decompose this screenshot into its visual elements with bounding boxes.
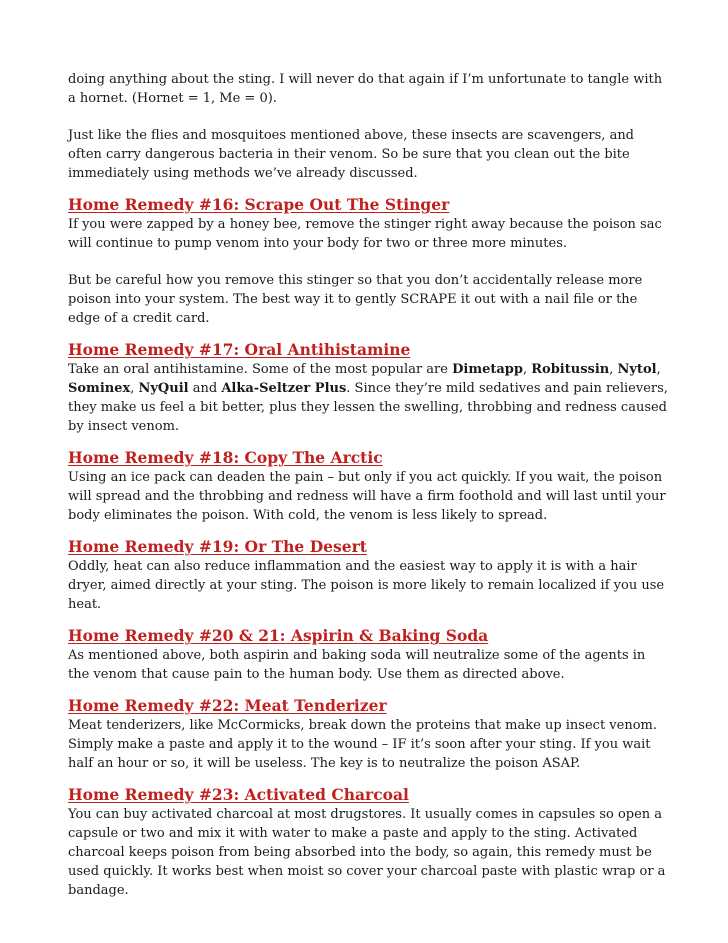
remedy-23-heading: Home Remedy #23: Activated Charcoal [68,785,409,804]
remedy-16-heading: Home Remedy #16: Scrape Out The Stinger [68,195,450,214]
remedy-17-paragraph [68,360,668,436]
remedy-20-21-paragraph: As mentioned above, both aspirin and baking soda will neutralize some of the agents in the venom that cause pain to the human body. Use them as directed above. [68,648,646,682]
remedy-23-section [68,785,668,900]
product-nyquil: NyQuil [138,381,189,396]
product-alka-seltzer-plus: Alka-Seltzer Plus [221,381,347,396]
remedy-18-paragraph: Using an ice pack can deaden the pain – but only if you act quickly. If you wait, the poison will spread and the throbbing and redness will have a firm foothold and will last until your body eliminates the poison. With cold, the venom is less likely to spread. [68,470,666,523]
remedy-18-section [68,448,668,525]
product-sominex: Sominex [68,381,131,396]
separator: , [130,381,139,396]
intro-paragraph-2: Just like the flies and mosquitoes mentioned above, these insects are scavengers, and often carry dangerous bacteria in their venom. So be sure that you clean out the bite immediately using methods we’ve already discussed. [68,128,635,181]
remedy-20-21-heading: Home Remedy #20 & 21: Aspirin & Baking Soda [68,626,489,645]
remedy-19-heading: Home Remedy #19: Or The Desert [68,537,367,556]
separator: , [656,362,661,377]
remedy-22-section [68,696,668,773]
remedy-23-paragraph: You can buy activated charcoal at most drugstores. It usually comes in capsules so open a capsule or two and mix it with water to make a paste and apply to the sting. Activated charcoal keeps poison from being absorbed into the body, so again, this remedy must be used quickly. It works best when moist so cover your charcoal paste with plastic wrap or a bandage. [68,807,666,898]
remedy-17-heading: Home Remedy #17: Oral Antihistamine [68,340,411,359]
product-dimetapp: Dimetapp [452,362,523,377]
remedy-22-heading: Home Remedy #22: Meat Tenderizer [68,696,387,715]
remedy-20-21-section [68,626,668,684]
intro-paragraph-1: doing anything about the sting. I will never do that again if I’m unfortunate to tangle with a hornet. (Hornet = 1, Me = 0). [68,72,663,106]
remedy-16-paragraph-2: But be careful how you remove this stinger so that you don’t accidentally release more poison into your system. The best way it to gently SCRAPE it out with a nail file or the edge of a credit card. [68,273,643,326]
product-robitussin: Robitussin [531,362,610,377]
separator: and [188,381,222,396]
remedy-19-paragraph: Oddly, heat can also reduce inflammation and the easiest way to apply it is with a hair dryer, aimed directly at your sting. The poison is more likely to remain localized if you use heat. [68,559,665,612]
remedy-17-text-end: . Since they’re mild sedatives and pain relievers, they make us feel a bit better, plus they lessen the swelling, throbbing and redness caused by insect venom. [68,381,668,434]
remedy-18-heading: Home Remedy #18: Copy The Arctic [68,448,383,467]
remedy-16-section [68,195,668,328]
remedy-17-text-start: Take an oral antihistamine. Some of the most popular are [68,362,453,377]
remedy-22-paragraph: Meat tenderizers, like McCormicks, break down the proteins that make up insect venom. Simply make a paste and apply it to the wound – IF it’s soon after your sting. If you wait half an hour or so, it will be useless. The key is to neutralize the poison ASAP. [68,718,658,771]
separator: , [522,362,532,377]
product-nytol: Nytol [617,362,657,377]
separator: , [609,362,618,377]
remedy-19-section [68,537,668,614]
remedy-17-section [68,340,668,436]
remedy-16-paragraph-1: If you were zapped by a honey bee, remove the stinger right away because the poison sac will continue to pump venom into your body for two or three more minutes. [68,217,662,251]
